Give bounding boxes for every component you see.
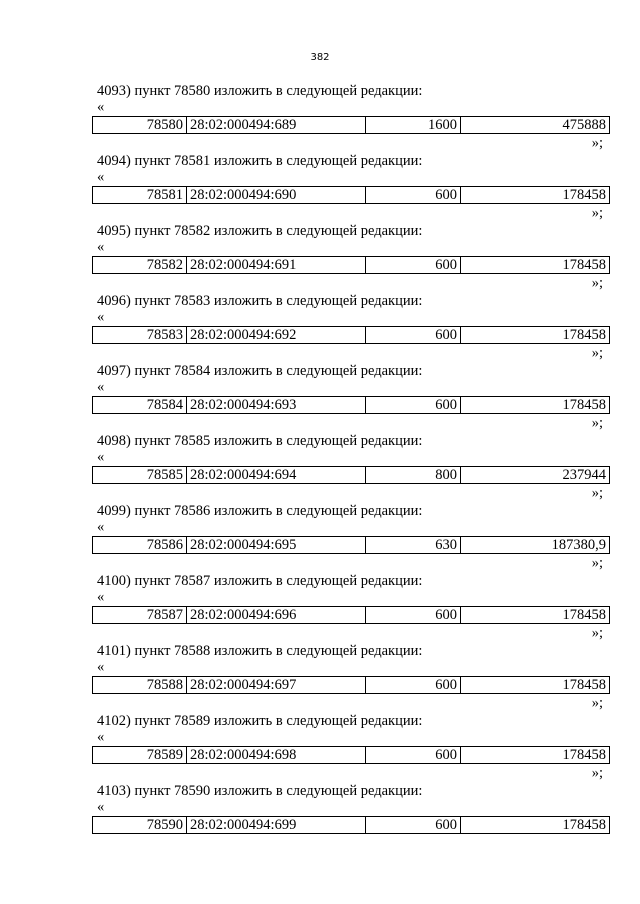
cadastral-number-cell: 28:02:000494:696 <box>187 607 366 624</box>
cadastral-number-cell: 28:02:000494:694 <box>187 467 366 484</box>
area-cell: 600 <box>366 607 461 624</box>
opening-quote: « <box>97 239 105 255</box>
table-row <box>93 257 610 274</box>
opening-quote: « <box>97 519 105 535</box>
closing-quote: »; <box>591 555 603 571</box>
amendment-entry <box>0 573 640 643</box>
cadastral-number-cell: 28:02:000494:699 <box>187 817 366 834</box>
amendment-heading: 4097) пункт 78584 изложить в следующей редакции: <box>97 363 423 379</box>
amendment-entry <box>0 363 640 433</box>
amendment-entry <box>0 153 640 223</box>
closing-quote: »; <box>591 275 603 291</box>
record-table <box>92 536 610 554</box>
table-row <box>93 537 610 554</box>
opening-quote: « <box>97 449 105 465</box>
opening-quote: « <box>97 659 105 675</box>
table-row <box>93 607 610 624</box>
cadastral-number-cell: 28:02:000494:690 <box>187 187 366 204</box>
value-cell: 178458 <box>461 327 610 344</box>
record-table <box>92 746 610 764</box>
opening-quote: « <box>97 169 105 185</box>
cadastral-number-cell: 28:02:000494:693 <box>187 397 366 414</box>
cadastral-number-cell: 28:02:000494:695 <box>187 537 366 554</box>
cadastral-number-cell: 28:02:000494:689 <box>187 117 366 134</box>
amendment-entry <box>0 503 640 573</box>
table-row <box>93 747 610 764</box>
amendment-entry <box>0 293 640 363</box>
area-cell: 600 <box>366 397 461 414</box>
record-table <box>92 396 610 414</box>
closing-quote: »; <box>591 135 603 151</box>
table-row <box>93 397 610 414</box>
closing-quote: »; <box>591 345 603 361</box>
page-number: 382 <box>310 52 330 63</box>
amendment-heading: 4101) пункт 78588 изложить в следующей редакции: <box>97 643 423 659</box>
cadastral-number-cell: 28:02:000494:698 <box>187 747 366 764</box>
item-number-cell: 78586 <box>93 537 187 554</box>
area-cell: 600 <box>366 747 461 764</box>
value-cell: 178458 <box>461 817 610 834</box>
amendment-entry <box>0 713 640 783</box>
amendment-heading: 4094) пункт 78581 изложить в следующей редакции: <box>97 153 423 169</box>
amendment-entry <box>0 783 640 853</box>
item-number-cell: 78581 <box>93 187 187 204</box>
amendment-heading: 4093) пункт 78580 изложить в следующей редакции: <box>97 83 423 99</box>
amendment-heading: 4098) пункт 78585 изложить в следующей редакции: <box>97 433 423 449</box>
opening-quote: « <box>97 729 105 745</box>
opening-quote: « <box>97 99 105 115</box>
value-cell: 187380,9 <box>461 537 610 554</box>
record-table <box>92 466 610 484</box>
record-table <box>92 256 610 274</box>
area-cell: 630 <box>366 537 461 554</box>
value-cell: 237944 <box>461 467 610 484</box>
opening-quote: « <box>97 379 105 395</box>
closing-quote: »; <box>591 695 603 711</box>
table-row <box>93 677 610 694</box>
area-cell: 1600 <box>366 117 461 134</box>
opening-quote: « <box>97 309 105 325</box>
area-cell: 600 <box>366 677 461 694</box>
item-number-cell: 78582 <box>93 257 187 274</box>
item-number-cell: 78580 <box>93 117 187 134</box>
amendment-heading: 4103) пункт 78590 изложить в следующей редакции: <box>97 783 423 799</box>
item-number-cell: 78585 <box>93 467 187 484</box>
amendment-heading: 4100) пункт 78587 изложить в следующей редакции: <box>97 573 423 589</box>
document-body <box>0 83 640 853</box>
table-row <box>93 327 610 344</box>
record-table <box>92 816 610 834</box>
amendment-heading: 4099) пункт 78586 изложить в следующей редакции: <box>97 503 423 519</box>
cadastral-number-cell: 28:02:000494:697 <box>187 677 366 694</box>
closing-quote: »; <box>591 205 603 221</box>
value-cell: 178458 <box>461 747 610 764</box>
record-table <box>92 676 610 694</box>
opening-quote: « <box>97 589 105 605</box>
value-cell: 178458 <box>461 607 610 624</box>
area-cell: 600 <box>366 327 461 344</box>
closing-quote: »; <box>591 625 603 641</box>
table-row <box>93 187 610 204</box>
area-cell: 600 <box>366 257 461 274</box>
item-number-cell: 78587 <box>93 607 187 624</box>
value-cell: 178458 <box>461 257 610 274</box>
closing-quote: »; <box>591 415 603 431</box>
amendment-entry <box>0 223 640 293</box>
amendment-entry <box>0 83 640 153</box>
table-row <box>93 467 610 484</box>
record-table <box>92 116 610 134</box>
amendment-heading: 4096) пункт 78583 изложить в следующей редакции: <box>97 293 423 309</box>
area-cell: 800 <box>366 467 461 484</box>
item-number-cell: 78589 <box>93 747 187 764</box>
table-row <box>93 817 610 834</box>
table-row <box>93 117 610 134</box>
value-cell: 178458 <box>461 677 610 694</box>
amendment-entry <box>0 643 640 713</box>
record-table <box>92 326 610 344</box>
cadastral-number-cell: 28:02:000494:692 <box>187 327 366 344</box>
item-number-cell: 78588 <box>93 677 187 694</box>
value-cell: 178458 <box>461 187 610 204</box>
closing-quote: »; <box>591 765 603 781</box>
item-number-cell: 78584 <box>93 397 187 414</box>
area-cell: 600 <box>366 817 461 834</box>
record-table <box>92 186 610 204</box>
amendment-heading: 4095) пункт 78582 изложить в следующей редакции: <box>97 223 423 239</box>
cadastral-number-cell: 28:02:000494:691 <box>187 257 366 274</box>
closing-quote: »; <box>591 485 603 501</box>
amendment-entry <box>0 433 640 503</box>
value-cell: 475888 <box>461 117 610 134</box>
area-cell: 600 <box>366 187 461 204</box>
value-cell: 178458 <box>461 397 610 414</box>
item-number-cell: 78583 <box>93 327 187 344</box>
record-table <box>92 606 610 624</box>
item-number-cell: 78590 <box>93 817 187 834</box>
amendment-heading: 4102) пункт 78589 изложить в следующей редакции: <box>97 713 423 729</box>
opening-quote: « <box>97 799 105 815</box>
